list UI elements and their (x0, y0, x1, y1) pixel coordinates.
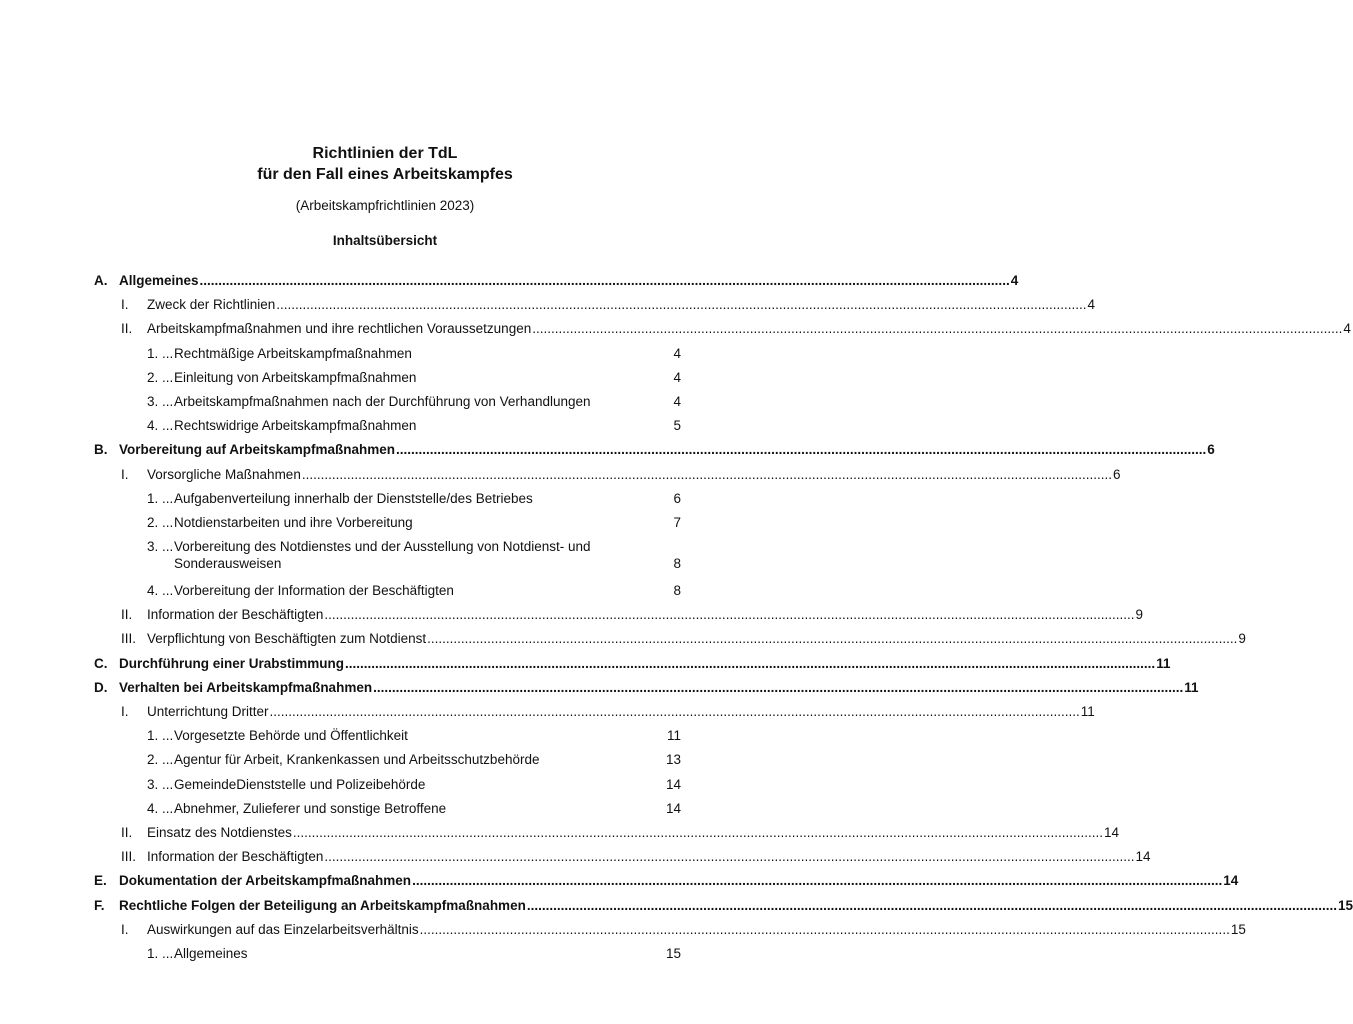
toc-heading: Inhaltsübersicht (332, 233, 438, 248)
toc-entry-page: 8 (673, 555, 681, 571)
toc-entry-page: 4 (1087, 297, 1095, 313)
toc-entry[interactable] (94, 652, 1171, 676)
toc-entry-page: 4 (1343, 321, 1351, 337)
toc-entry-page: 15 (1230, 921, 1246, 937)
toc-entry[interactable] (94, 535, 681, 579)
toc-entry-number: II. (121, 607, 133, 623)
dot-leader (276, 293, 1086, 317)
toc-entry-number: 1. ... (147, 490, 174, 506)
toc-entry-title: Allgemeines (119, 273, 199, 288)
toc-entry[interactable] (94, 293, 1095, 317)
toc-entry-title: Abnehmer, Zulieferer und sonstige Betroffene (174, 800, 447, 816)
toc-entry-number: D. (94, 679, 108, 695)
toc-entry-page: 11 (1184, 679, 1199, 695)
dot-leader (532, 317, 1342, 341)
toc-entry-title: Unterrichtung Dritter (147, 704, 269, 719)
document-title (0, 143, 770, 185)
toc-entry[interactable] (94, 487, 681, 511)
toc-entry-title: Information der Beschäftigten (147, 607, 324, 623)
toc-entry-page: 14 (1104, 824, 1120, 840)
dot-leader (200, 269, 1010, 293)
title-line-2: für den Fall eines Arbeitskampfes (257, 166, 513, 183)
toc-entry[interactable] (94, 627, 1246, 651)
dot-leader (396, 438, 1206, 462)
toc-entry-page: 7 (673, 514, 681, 530)
toc-entry-title: Arbeitskampfmaßnahmen nach der Durchführung von Verhandlungen (174, 393, 591, 409)
toc-entry-number: A. (94, 273, 108, 288)
toc-entry[interactable] (94, 676, 1199, 700)
toc-entry[interactable] (94, 894, 1353, 918)
dot-leader (373, 676, 1183, 700)
toc-entry[interactable] (94, 821, 1120, 845)
dot-leader (270, 700, 1080, 724)
toc-entry-page: 9 (1238, 631, 1246, 647)
toc-entry[interactable] (94, 603, 1144, 627)
dot-leader (527, 894, 1337, 918)
toc-entry-page: 11 (666, 728, 681, 744)
toc-entry-number: II. (121, 321, 133, 337)
toc-entry-page: 14 (1223, 873, 1239, 889)
toc-entry-number: III. (121, 631, 137, 647)
dot-leader (293, 821, 1103, 845)
dot-leader (412, 869, 1222, 893)
toc-entry-title: Notdienstarbeiten und ihre Vorbereitung (174, 514, 413, 530)
toc-entry-page: 4 (1010, 273, 1019, 288)
toc-entry[interactable] (94, 269, 1019, 293)
toc-entry-title: Vorbereitung auf Arbeitskampfmaßnahmen (119, 442, 396, 458)
toc-entry-number: B. (94, 442, 108, 458)
toc-entry[interactable] (94, 918, 1246, 942)
toc-entry-title: Durchführung einer Urabstimmung (119, 655, 345, 671)
toc-entry-number: 3. ... (147, 393, 174, 409)
toc-entry-number: F. (94, 897, 105, 913)
toc-entry-number: 1. ... (147, 945, 174, 961)
toc-entry-page: 14 (1135, 849, 1151, 865)
toc-entry-title: GemeindeDienststelle und Polizeibehörde (174, 776, 426, 792)
toc-entry-page: 8 (673, 583, 681, 599)
toc-entry-title: Rechtswidrige Arbeitskampfmaßnahmen (174, 418, 417, 434)
toc-entry-number: I. (121, 921, 129, 937)
dot-leader (345, 652, 1155, 676)
toc-entry-title: Rechtliche Folgen der Beteiligung an Arbeitskampfmaßnahmen (119, 897, 526, 913)
toc-entry-page: 13 (665, 752, 681, 768)
toc-entry-number: C. (94, 655, 108, 671)
toc-entry[interactable] (94, 414, 681, 438)
toc-entry-number: 3. ... (147, 776, 174, 792)
toc-entry-number: III. (121, 849, 137, 865)
dot-leader (324, 603, 1134, 627)
toc-entry[interactable] (94, 317, 1351, 341)
table-of-contents (94, 269, 1353, 966)
toc-entry-page: 14 (665, 800, 681, 816)
toc-entry-page: 15 (1338, 897, 1353, 913)
toc-entry-page: 15 (665, 945, 681, 961)
toc-entry-number: I. (121, 466, 129, 482)
toc-entry[interactable] (94, 869, 1239, 893)
toc-entry[interactable] (94, 845, 1151, 869)
dot-leader (302, 463, 1112, 487)
toc-entry-title: Einleitung von Arbeitskampfmaßnahmen (174, 369, 417, 385)
toc-entry-page: 9 (1135, 607, 1144, 623)
toc-entry-number: 4. ... (147, 418, 174, 434)
toc-entry[interactable] (94, 463, 1121, 487)
toc-entry-title: Agentur für Arbeit, Krankenkassen und Arbeitsschutzbehörde (174, 752, 540, 768)
toc-entry-page: 4 (673, 345, 681, 361)
toc-entry-number: 1. ... (147, 345, 174, 361)
toc-entry-title: Dokumentation der Arbeitskampfmaßnahmen (119, 873, 412, 889)
toc-entry[interactable] (94, 942, 681, 966)
toc-entry-title: Verpflichtung von Beschäftigten zum Notdienst (147, 631, 427, 647)
toc-entry-page: 6 (673, 490, 681, 506)
toc-entry-page: 5 (673, 418, 681, 434)
toc-entry-number: 4. ... (147, 800, 174, 816)
toc-entry-title: Verhalten bei Arbeitskampfmaßnahmen (119, 679, 373, 695)
toc-entry-title: Vorsorgliche Maßnahmen (147, 466, 301, 482)
toc-entry-title: Zweck der Richtlinien (147, 297, 276, 313)
toc-entry-page: 4 (673, 393, 681, 409)
toc-entry[interactable] (94, 773, 681, 797)
toc-entry-page: 11 (1156, 655, 1171, 671)
toc-entry-title: Auswirkungen auf das Einzelarbeitsverhältnis (147, 921, 419, 937)
toc-entry[interactable] (94, 748, 681, 772)
toc-entry-title: Allgemeines (174, 945, 248, 961)
toc-entry-number: I. (121, 297, 129, 313)
toc-entry-number: I. (121, 704, 129, 719)
toc-entry-number: 2. ... (147, 752, 174, 768)
toc-entry-title: Information der Beschäftigten (147, 849, 324, 865)
toc-entry[interactable] (94, 797, 681, 821)
toc-entry-page: 6 (1207, 442, 1215, 458)
toc-entry-page: 14 (665, 776, 681, 792)
toc-entry-page: 6 (1113, 466, 1121, 482)
toc-entry-number: 3. ... (147, 539, 174, 555)
toc-entry[interactable] (94, 366, 681, 390)
toc-entry-title: Aufgabenverteilung innerhalb der Dienststelle/des Betriebes (174, 490, 533, 506)
toc-entry-number: II. (121, 824, 133, 840)
dot-leader (420, 918, 1230, 942)
toc-entry[interactable] (94, 511, 681, 535)
toc-entry-number: 2. ... (147, 369, 174, 385)
toc-entry[interactable] (94, 724, 681, 748)
toc-entry[interactable] (94, 438, 1215, 462)
toc-entry-page: 11 (1080, 704, 1095, 719)
title-line-1: Richtlinien der TdL (312, 145, 458, 162)
dot-leader (427, 627, 1237, 651)
toc-entry-title: Einsatz des Notdienstes (147, 824, 292, 840)
toc-entry-page: 4 (673, 369, 681, 385)
toc-entry-title: Vorbereitung des Notdienstes und der Ausstellung von Notdienst- und Sonderausweisen (174, 539, 591, 572)
toc-entry[interactable] (94, 390, 681, 414)
toc-entry-number: E. (94, 873, 107, 889)
dot-leader (324, 845, 1134, 869)
toc-entry-title: Vorbereitung der Information der Beschäftigten (174, 583, 454, 599)
toc-entry[interactable] (94, 579, 681, 603)
toc-entry-number: 2. ... (147, 514, 174, 530)
document-subtitle: (Arbeitskampfrichtlinien 2023) (295, 198, 475, 213)
toc-entry[interactable] (94, 700, 1095, 724)
toc-entry[interactable] (94, 342, 681, 366)
toc-entry-title: Arbeitskampfmaßnahmen und ihre rechtlichen Voraussetzungen (147, 321, 532, 337)
toc-entry-title: Vorgesetzte Behörde und Öffentlichkeit (174, 728, 408, 744)
toc-entry-title: Rechtmäßige Arbeitskampfmaßnahmen (174, 345, 412, 361)
toc-entry-number: 4. ... (147, 583, 174, 599)
toc-entry-number: 1. ... (147, 728, 174, 744)
